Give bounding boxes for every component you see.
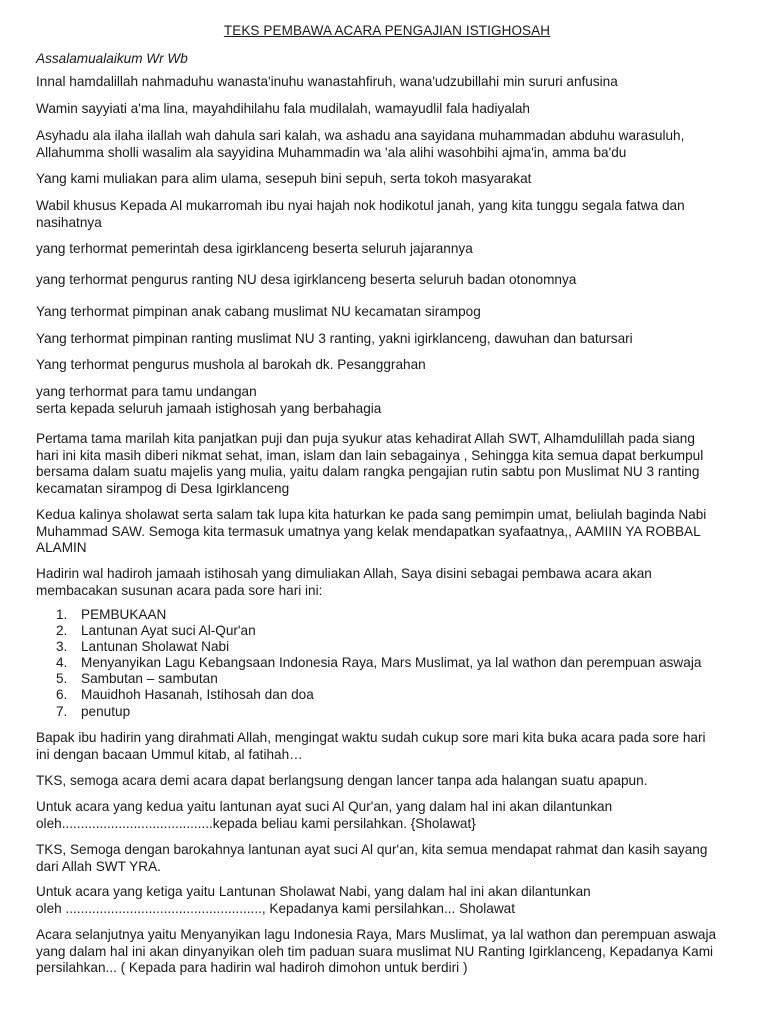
paragraph-line: Hadirin wal hadiroh jamaah istihosah yang dimuliakan Allah, Saya disini sebagai pembawa acara akan [36,566,652,581]
paragraph [36,357,742,374]
paragraph [36,431,742,497]
agenda-item [56,687,701,703]
paragraph-line: Yang terhormat pimpinan anak cabang muslimat NU kecamatan sirampog [36,304,481,319]
agenda-item [56,607,701,623]
paragraph [36,799,742,832]
agenda-item-text: Lantunan Ayat suci Al-Qur'an [81,623,256,639]
paragraph [36,331,742,348]
paragraph-line: Yang terhormat pengurus mushola al barokah dk. Pesanggrahan [36,357,426,372]
paragraph-line: kecamatan sirampog di Desa Igirklanceng [36,480,290,496]
paragraph [36,507,742,557]
agenda-item-number: 4. [56,655,68,671]
agenda-item-text: Lantunan Sholawat Nabi [81,639,230,655]
agenda-item-number: 6. [56,687,68,703]
paragraph-line: nasihatnya [36,214,102,230]
paragraph-line: persilahkan... ( Kepada para hadirin wal hadiroh dimohon untuk berdiri ) [36,960,468,975]
paragraph-line: Innal hamdalillah nahmaduhu wanasta'inuhu wanastahfiruh, wana'udzubillahi min sururi anfusina [36,74,618,89]
paragraph [36,74,742,91]
paragraph [36,272,742,289]
paragraph-line: membacakan susunan acara pada sore hari ini: [36,582,323,598]
document-title: TEKS PEMBAWA ACARA PENGAJIAN ISTIGHOSAH [223,23,551,38]
paragraph-line: TKS, semoga acara demi acara dapat berlangsung dengan lancer tanpa ada halangan suatu apapun. [36,773,648,788]
paragraph [36,884,742,917]
paragraph [36,241,742,258]
agenda-item-number: 7. [56,703,68,719]
paragraph-line: oleh ...................................................., Kepadanya kami persilahkan... Sholawat [36,900,516,916]
paragraph [36,198,742,231]
paragraph-line: yang terhormat pemerintah desa igirklanceng beserta seluruh jajarannya [36,241,473,256]
agenda-item [56,623,701,639]
paragraph-line: Allahumma sholli wasalim ala sayyidina Muhammadin wa 'ala alihi wasohbihi ajma'in, amma ba'du [36,144,627,160]
paragraph-line: Asyhadu ala ilaha ilallah wah dahula sari kalah, wa ashadu ana sayidana muhammadan abduhu warasuluh, [36,128,685,143]
agenda-item-text: penutup [81,703,131,719]
paragraph-line: ini dengan bacaan Ummul kitab, al fatihah… [36,746,303,762]
agenda-item-text: Menyanyikan Lagu Kebangsaan Indonesia Raya, Mars Muslimat, ya lal wathon dan perempuan aswaja [81,655,702,671]
paragraph [36,384,742,417]
paragraph-line: dari Allah SWT YRA. [36,858,161,874]
paragraph-line: oleh........................................kepada beliau kami persilahkan. {Sholawat} [36,815,476,831]
agenda-item-number: 2. [56,623,68,639]
paragraph-line: Kedua kalinya sholawat serta salam tak lupa kita haturkan ke pada sang pemimpin umat, beliulah baginda Nabi [36,507,707,522]
agenda-item-number: 5. [56,671,68,687]
paragraph-line: ALAMIN [36,540,87,555]
greeting: Assalamualaikum Wr Wb [36,51,188,66]
paragraph-line: bersama dalam suatu majelis yang mulia, yaitu dalam rangka pengajian rutin sabtu pon Muslimat NU 3 ranting [36,464,700,479]
agenda-item-number: 3. [56,639,68,655]
paragraph-line: yang terhormat pengurus ranting NU desa igirklanceng beserta seluruh badan otonomnya [36,272,577,287]
paragraph [36,171,742,188]
paragraph-line: Untuk acara yang kedua yaitu lantunan ayat suci Al Qur'an, yang dalam hal ini akan dilantunkan [36,799,613,814]
agenda-item-text: PEMBUKAAN [81,607,167,622]
paragraph [36,730,742,763]
agenda-item-text: Mauidhoh Hasanah, Istihosah dan doa [81,687,314,703]
paragraph-line: Yang terhormat pimpinan ranting muslimat NU 3 ranting, yakni igirklanceng, dawuhan dan batursari [36,331,633,346]
paragraph-line: TKS, Semoga dengan barokahnya lantunan ayat suci Al qur'an, kita semua mendapat rahmat dan kasih sayang [36,842,708,857]
paragraph [36,842,742,875]
paragraph [36,927,742,977]
paragraph-line: Muhammad SAW. Semoga kita termasuk umatnya yang kelak mendapatkan syafaatnya,, AAMIIN YA ROBBAL [36,523,701,539]
paragraph-line: Wamin sayyiati a'ma lina, mayahdihilahu fala mudilalah, wamayudlil fala hadiyalah [36,101,530,116]
paragraph-line: Wabil khusus Kepada Al mukarromah ibu nyai hajah nok hodikotul janah, yang kita tunggu segala fatwa dan [36,198,685,213]
paragraph [36,773,742,790]
paragraph-line: hari ini kita masih diberi nikmat sehat, iman, islam dan lain sebagainya , Sehingga kita semua dapat berkumpul [36,447,704,463]
paragraph-line: Bapak ibu hadirin yang dirahmati Allah, mengingat waktu sudah cukup sore mari kita buka acara pada sore hari [36,730,706,745]
paragraph-line: Pertama tama marilah kita panjatkan puji dan puja syukur atas kehadirat Allah SWT, Alhamdulillah pada siang [36,431,695,446]
agenda-list [56,607,701,720]
agenda-item [56,639,701,655]
paragraph-line: Yang kami muliakan para alim ulama, sesepuh bini sepuh, serta tokoh masyarakat [36,171,532,186]
agenda-item-text: Sambutan – sambutan [81,671,218,687]
paragraph-line: yang terhormat para tamu undangan [36,384,257,399]
paragraph-line: Acara selanjutnya yaitu Menyanyikan lagu Indonesia Raya, Mars Muslimat, ya lal wathon dan perempuan aswaja [36,927,717,942]
paragraph [36,128,742,161]
paragraph-line: yang dalam hal ini akan dinyanyikan oleh tim paduan suara muslimat NU Ranting Igirklanceng, Kepadanya Kami [36,943,714,959]
agenda-item [56,655,701,671]
paragraph [36,566,742,599]
paragraph [36,101,742,118]
paragraph [36,304,742,321]
agenda-item-number: 1. [56,607,68,622]
agenda-item [56,671,701,687]
paragraph-line: Untuk acara yang ketiga yaitu Lantunan Sholawat Nabi, yang dalam hal ini akan dilantunkan [36,884,591,899]
agenda-item [56,704,701,720]
paragraph-line: serta kepada seluruh jamaah istighosah yang berbahagia [36,400,382,416]
